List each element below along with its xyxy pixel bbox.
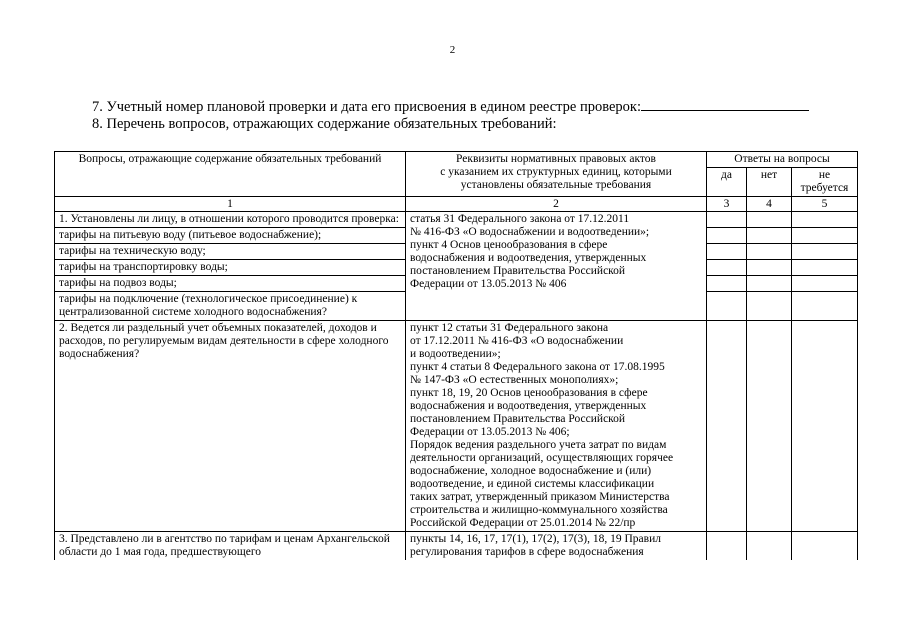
answer-yes-cell[interactable] (707, 228, 747, 244)
column-numbers-row (55, 197, 858, 212)
ref-line: № 416-ФЗ «О водоснабжении и водоотведении»; (410, 226, 650, 238)
ref-line: и водоотведении»; (410, 348, 501, 360)
question-3: 3. Представлено ли в агентство по тарифам и ценам Архангельской области до 1 мая года, предшествующего (55, 532, 406, 561)
ref-line: постановлением Правительства Российской (410, 265, 626, 277)
answer-not-required-cell[interactable] (792, 532, 858, 561)
requirements-table (54, 151, 858, 560)
col-number: 4 (747, 197, 792, 212)
header-questions: Вопросы, отражающие содержание обязательных требований (55, 152, 406, 197)
answer-no-cell[interactable] (747, 244, 792, 260)
subitem-technical-water: тарифы на техническую воду; (55, 244, 406, 260)
item-8-heading: 8. Перечень вопросов, отражающих содержание обязательных требований: (92, 116, 557, 132)
ref-line: строительства и жилищно-коммунального хозяйства (410, 504, 668, 516)
answer-yes-cell[interactable] (707, 260, 747, 276)
answer-yes-cell[interactable] (707, 292, 747, 321)
ref-line: пункт 4 Основ ценообразования в сфере (410, 239, 608, 251)
answer-yes-cell[interactable] (707, 276, 747, 292)
col-number: 2 (406, 197, 707, 212)
ref-line: таких затрат, утвержденный приказом Министерства (410, 491, 670, 503)
question-2: 2. Ведется ли раздельный учет объемных показателей, доходов и расходов, по регулируемым видам деятельности в сфере холодного водоснабжения? (55, 321, 406, 532)
answer-not-required-cell[interactable] (792, 244, 858, 260)
table-row (55, 532, 858, 561)
ref-line: водоснабжение, холодное водоснабжение и (или) (410, 465, 652, 477)
header-refs-line: с указанием их структурных единиц, которыми (440, 166, 672, 178)
answer-no-cell[interactable] (747, 292, 792, 321)
table-row (55, 321, 858, 532)
subitem-connection: тарифы на подключение (технологическое присоединение) к централизованной системе холодного водоснабжения? (55, 292, 406, 321)
ref-line: Порядок ведения раздельного учета затрат по видам (410, 439, 667, 451)
ref-line: Федерации от 13.05.2013 № 406 (410, 278, 567, 290)
col-number: 3 (707, 197, 747, 212)
ref-line: пункт 18, 19, 20 Основ ценообразования в сфере (410, 387, 648, 399)
answer-yes-cell[interactable] (707, 212, 747, 228)
answer-no-cell[interactable] (747, 228, 792, 244)
header-answers: Ответы на вопросы (707, 152, 858, 168)
ref-line: № 147-ФЗ «О естественных монополиях»; (410, 374, 619, 386)
answer-no-cell[interactable] (747, 532, 792, 561)
answer-no-cell[interactable] (747, 212, 792, 228)
answer-not-required-cell[interactable] (792, 212, 858, 228)
ref-line: Федерации от 13.05.2013 № 406; (410, 426, 570, 438)
registry-number-blank (641, 98, 809, 111)
answer-not-required-cell[interactable] (792, 276, 858, 292)
ref-line: Российской Федерации от 25.01.2014 № 22/пр (410, 517, 636, 529)
refs-3 (406, 532, 707, 561)
page-number: 2 (449, 44, 456, 56)
header-refs-line: установлены обязательные требования (460, 179, 652, 191)
ref-line: статья 31 Федерального закона от 17.12.2011 (410, 213, 630, 225)
subitem-water-transport: тарифы на транспортировку воды; (55, 260, 406, 276)
subitem-drinking-water: тарифы на питьевую воду (питьевое водоснабжение); (55, 228, 406, 244)
answer-yes-cell[interactable] (707, 321, 747, 532)
item-7-label: 7. Учетный номер плановой проверки и дата его присвоения в едином реестре проверок: (92, 99, 641, 115)
header-not-required: не требуется (792, 168, 858, 197)
ref-line: водоснабжения и водоотведения, утвержденных (410, 252, 647, 264)
table-header-row (55, 152, 858, 168)
ref-line: пункт 12 статьи 31 Федерального закона (410, 322, 609, 334)
subitem-water-delivery: тарифы на подвоз воды; (55, 276, 406, 292)
col-number: 5 (792, 197, 858, 212)
ref-line: постановлением Правительства Российской (410, 413, 626, 425)
table-row (55, 212, 858, 228)
ref-line: деятельности организаций, осуществляющих горячее (410, 452, 674, 464)
answer-not-required-cell[interactable] (792, 260, 858, 276)
ref-line: водоснабжения и водоотведения, утвержденных (410, 400, 647, 412)
answer-yes-cell[interactable] (707, 244, 747, 260)
ref-line: пункты 14, 16, 17, 17(1), 17(2), 17(3), 18, 19 Правил (410, 533, 661, 545)
answer-not-required-cell[interactable] (792, 321, 858, 532)
ref-line: регулирования тарифов в сфере водоснабжения (410, 546, 644, 558)
answer-no-cell[interactable] (747, 276, 792, 292)
refs-2 (406, 321, 707, 532)
ref-line: от 17.12.2011 № 416-ФЗ «О водоснабжении (410, 335, 624, 347)
header-no: нет (747, 168, 792, 197)
item-7-heading (92, 98, 809, 116)
refs-1 (406, 212, 707, 321)
ref-line: пункт 4 статьи 8 Федерального закона от 17.08.1995 (410, 361, 665, 373)
question-1: 1. Установлены ли лицу, в отношении которого проводится проверка: (55, 212, 406, 228)
header-refs (406, 152, 707, 197)
ref-line: водоотведение, и единой системы классификации (410, 478, 655, 490)
col-number: 1 (55, 197, 406, 212)
answer-no-cell[interactable] (747, 321, 792, 532)
answer-not-required-cell[interactable] (792, 292, 858, 321)
header-yes: да (707, 168, 747, 197)
answer-yes-cell[interactable] (707, 532, 747, 561)
answer-not-required-cell[interactable] (792, 228, 858, 244)
header-refs-line: Реквизиты нормативных правовых актов (456, 153, 656, 165)
answer-no-cell[interactable] (747, 260, 792, 276)
